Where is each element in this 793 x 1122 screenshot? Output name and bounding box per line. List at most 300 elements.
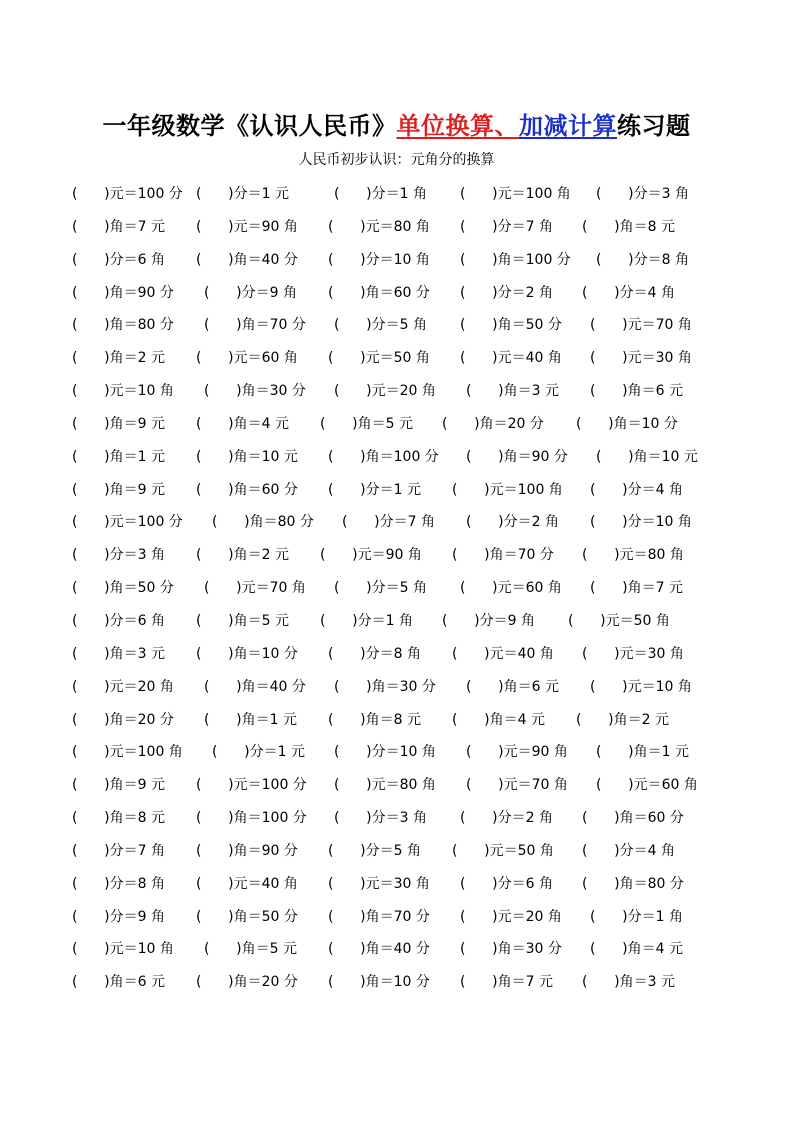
conversion-equation: 角＝20 分 (479, 415, 544, 432)
conversion-equation: 元＝70 角 (241, 580, 306, 597)
exercise-item (582, 279, 675, 307)
answer-blank[interactable]: ( ) (582, 810, 620, 827)
answer-blank[interactable]: ( ) (460, 875, 498, 892)
answer-blank[interactable]: ( ) (328, 284, 366, 301)
exercise-item (204, 935, 297, 963)
answer-blank[interactable]: ( ) (320, 547, 358, 564)
answer-blank[interactable]: ( ) (72, 974, 110, 991)
exercise-row (0, 508, 793, 541)
exercise-item (334, 311, 427, 339)
answer-blank[interactable]: ( ) (466, 383, 504, 400)
answer-blank[interactable]: ( ) (328, 350, 366, 367)
exercise-item (72, 541, 165, 569)
exercise-item (72, 180, 183, 208)
conversion-equation: 元＝90 角 (357, 547, 422, 564)
answer-blank[interactable]: ( ) (72, 514, 110, 531)
answer-blank[interactable]: ( ) (596, 777, 634, 794)
answer-blank[interactable]: ( ) (590, 514, 628, 531)
title-part-black: 一年级数学《认识人民币》 (102, 112, 397, 140)
exercise-item (320, 541, 422, 569)
answer-blank[interactable]: ( ) (320, 415, 358, 432)
exercise-item (334, 804, 427, 832)
title-part-black-end: 练习题 (617, 112, 691, 140)
conversion-equation: 分＝2 角 (497, 810, 553, 827)
exercise-item (72, 344, 165, 372)
exercise-item (452, 706, 545, 734)
answer-blank[interactable]: ( ) (460, 317, 498, 334)
exercise-item (196, 344, 298, 372)
exercise-row (0, 870, 793, 903)
conversion-equation: 角＝60 分 (619, 810, 684, 827)
exercise-item (72, 738, 183, 766)
answer-blank[interactable]: ( ) (72, 645, 110, 662)
answer-blank[interactable]: ( ) (582, 218, 620, 235)
answer-blank[interactable]: ( ) (334, 678, 372, 695)
answer-blank[interactable]: ( ) (196, 218, 234, 235)
exercise-item (334, 574, 427, 602)
conversion-equation: 角＝5 元 (233, 612, 289, 629)
conversion-equation: 元＝40 角 (489, 645, 554, 662)
exercise-item (72, 968, 165, 996)
answer-blank[interactable]: ( ) (72, 186, 110, 202)
conversion-equation: 元＝50 角 (489, 842, 554, 859)
exercise-row (0, 771, 793, 804)
answer-blank[interactable]: ( ) (590, 941, 628, 958)
exercise-item (568, 607, 670, 635)
conversion-equation: 角＝50 分 (109, 580, 174, 597)
exercise-item (72, 213, 165, 241)
answer-blank[interactable]: ( ) (72, 875, 110, 892)
answer-blank[interactable]: ( ) (582, 547, 620, 564)
exercise-item (212, 508, 314, 536)
answer-blank[interactable]: ( ) (452, 842, 490, 859)
exercise-item (72, 476, 165, 504)
answer-blank[interactable]: ( ) (72, 612, 110, 629)
conversion-equation: 角＝3 元 (619, 974, 675, 991)
conversion-equation: 角＝90 分 (109, 284, 174, 301)
answer-blank[interactable]: ( ) (72, 448, 110, 465)
answer-blank[interactable]: ( ) (466, 777, 504, 794)
answer-blank[interactable]: ( ) (452, 711, 490, 728)
answer-blank[interactable]: ( ) (196, 974, 234, 991)
answer-blank[interactable]: ( ) (72, 481, 110, 498)
exercise-item (576, 410, 678, 438)
conversion-equation: 角＝5 元 (357, 415, 413, 432)
conversion-equation: 元＝100 分 (233, 777, 307, 794)
conversion-equation: 分＝9 角 (479, 612, 535, 629)
answer-blank[interactable]: ( ) (196, 645, 234, 662)
answer-blank[interactable]: ( ) (442, 415, 480, 432)
exercise-item (72, 607, 165, 635)
answer-blank[interactable]: ( ) (196, 777, 234, 794)
answer-blank[interactable]: ( ) (590, 383, 628, 400)
exercise-row (0, 738, 793, 771)
answer-blank[interactable]: ( ) (334, 810, 372, 827)
answer-blank[interactable]: ( ) (320, 612, 358, 629)
conversion-equation: 元＝80 角 (371, 777, 436, 794)
exercise-item (320, 607, 413, 635)
exercise-item (590, 344, 692, 372)
exercise-item (328, 279, 430, 307)
exercise-item (72, 508, 183, 536)
exercise-item (72, 837, 165, 865)
answer-blank[interactable]: ( ) (212, 744, 250, 761)
exercise-row (0, 476, 793, 509)
answer-blank[interactable]: ( ) (576, 711, 614, 728)
exercise-item (196, 640, 298, 668)
conversion-equation: 角＝5 元 (241, 941, 297, 958)
conversion-equation: 角＝10 分 (365, 974, 430, 991)
exercise-item (204, 574, 306, 602)
exercise-item (328, 706, 421, 734)
conversion-equation: 角＝3 元 (109, 645, 165, 662)
answer-blank[interactable]: ( ) (460, 251, 498, 268)
exercise-item (196, 541, 289, 569)
answer-blank[interactable]: ( ) (460, 186, 498, 202)
exercise-item (466, 443, 568, 471)
conversion-equation: 角＝7 元 (627, 580, 683, 597)
answer-blank[interactable]: ( ) (196, 547, 234, 564)
exercise-item (196, 903, 298, 931)
conversion-equation: 角＝9 元 (109, 415, 165, 432)
exercise-item (196, 443, 298, 471)
answer-blank[interactable]: ( ) (72, 383, 110, 400)
answer-blank[interactable]: ( ) (460, 974, 498, 991)
exercise-item (72, 771, 165, 799)
exercise-item (72, 903, 165, 931)
conversion-equation: 角＝10 分 (613, 415, 678, 432)
exercise-item (196, 213, 298, 241)
conversion-equation: 角＝40 分 (233, 251, 298, 268)
conversion-equation: 元＝90 角 (503, 744, 568, 761)
exercise-item (72, 574, 174, 602)
title-part-blue: 加减计算 (519, 112, 617, 140)
conversion-equation: 角＝30 分 (371, 678, 436, 695)
exercise-item (196, 246, 298, 274)
exercise-item (582, 541, 684, 569)
conversion-equation: 角＝6 元 (627, 383, 683, 400)
answer-blank[interactable]: ( ) (342, 514, 380, 531)
exercise-item (212, 738, 305, 766)
exercise-item (204, 673, 306, 701)
exercise-item (596, 738, 689, 766)
answer-blank[interactable]: ( ) (72, 941, 110, 958)
conversion-equation: 元＝10 角 (109, 383, 174, 400)
conversion-equation: 分＝8 角 (365, 645, 421, 662)
conversion-equation: 分＝8 角 (633, 251, 689, 268)
exercise-item (452, 476, 563, 504)
conversion-equation: 分＝6 角 (497, 875, 553, 892)
answer-blank[interactable]: ( ) (72, 251, 110, 268)
answer-blank[interactable]: ( ) (460, 284, 498, 301)
exercise-item (466, 508, 559, 536)
answer-blank[interactable]: ( ) (582, 842, 620, 859)
answer-blank[interactable]: ( ) (334, 186, 372, 202)
answer-blank[interactable]: ( ) (196, 842, 234, 859)
answer-blank[interactable]: ( ) (196, 481, 234, 498)
exercise-row (0, 344, 793, 377)
answer-blank[interactable]: ( ) (72, 711, 110, 728)
conversion-equation: 分＝10 角 (365, 251, 430, 268)
exercise-item (460, 246, 571, 274)
conversion-equation: 分＝1 角 (357, 612, 413, 629)
exercise-item (196, 870, 298, 898)
exercise-item (582, 804, 684, 832)
conversion-equation: 角＝1 元 (109, 448, 165, 465)
answer-blank[interactable]: ( ) (466, 448, 504, 465)
conversion-equation: 元＝90 角 (233, 218, 298, 235)
exercise-item (196, 607, 289, 635)
answer-blank[interactable]: ( ) (596, 744, 634, 761)
answer-blank[interactable]: ( ) (460, 218, 498, 235)
answer-blank[interactable]: ( ) (72, 908, 110, 925)
answer-blank[interactable]: ( ) (582, 875, 620, 892)
conversion-equation: 元＝70 角 (503, 777, 568, 794)
answer-blank[interactable]: ( ) (460, 941, 498, 958)
answer-blank[interactable]: ( ) (460, 810, 498, 827)
answer-blank[interactable]: ( ) (596, 251, 634, 268)
exercise-item (596, 246, 689, 274)
title-part-red: 单位换算、 (396, 112, 519, 140)
answer-blank[interactable]: ( ) (328, 842, 366, 859)
answer-blank[interactable]: ( ) (72, 415, 110, 432)
conversion-equation: 角＝7 元 (109, 218, 165, 235)
exercise-item (328, 246, 430, 274)
page-title (0, 108, 793, 144)
answer-blank[interactable]: ( ) (72, 678, 110, 695)
conversion-equation: 分＝7 角 (109, 842, 165, 859)
exercise-item (442, 410, 544, 438)
answer-blank[interactable]: ( ) (466, 514, 504, 531)
exercise-item (72, 935, 174, 963)
exercise-item (590, 377, 683, 405)
conversion-equation: 角＝30 分 (241, 383, 306, 400)
answer-blank[interactable]: ( ) (596, 448, 634, 465)
exercise-item (328, 476, 421, 504)
conversion-equation: 分＝9 角 (241, 284, 297, 301)
exercise-row (0, 968, 793, 1001)
answer-blank[interactable]: ( ) (460, 908, 498, 925)
conversion-equation: 元＝40 角 (497, 350, 562, 367)
conversion-equation: 角＝4 元 (489, 711, 545, 728)
answer-blank[interactable]: ( ) (196, 612, 234, 629)
exercise-item (460, 574, 562, 602)
answer-blank[interactable]: ( ) (328, 481, 366, 498)
exercise-item (72, 443, 165, 471)
conversion-equation: 分＝5 角 (371, 317, 427, 334)
conversion-equation: 角＝50 分 (233, 908, 298, 925)
answer-blank[interactable]: ( ) (334, 383, 372, 400)
answer-blank[interactable]: ( ) (204, 711, 242, 728)
exercise-item (334, 673, 436, 701)
answer-blank[interactable]: ( ) (590, 908, 628, 925)
answer-blank[interactable]: ( ) (196, 186, 234, 202)
answer-blank[interactable]: ( ) (196, 415, 234, 432)
exercise-item (452, 541, 554, 569)
exercise-item (582, 213, 675, 241)
conversion-equation: 角＝1 元 (633, 744, 689, 761)
conversion-equation: 角＝10 元 (233, 448, 298, 465)
conversion-equation: 分＝7 角 (379, 514, 435, 531)
answer-blank[interactable]: ( ) (196, 251, 234, 268)
answer-blank[interactable]: ( ) (204, 678, 242, 695)
conversion-equation: 角＝100 分 (233, 810, 307, 827)
conversion-equation: 分＝3 角 (633, 186, 689, 202)
answer-blank[interactable]: ( ) (72, 580, 110, 597)
conversion-equation: 角＝4 元 (233, 415, 289, 432)
conversion-equation: 分＝4 角 (627, 481, 683, 498)
exercise-item (460, 935, 562, 963)
answer-blank[interactable]: ( ) (72, 284, 110, 301)
conversion-equation: 分＝5 角 (365, 842, 421, 859)
conversion-equation: 元＝100 分 (109, 514, 183, 531)
answer-blank[interactable]: ( ) (72, 350, 110, 367)
answer-blank[interactable]: ( ) (204, 941, 242, 958)
answer-blank[interactable]: ( ) (590, 678, 628, 695)
exercise-row (0, 804, 793, 837)
exercise-row (0, 443, 793, 476)
exercise-item (460, 870, 553, 898)
answer-blank[interactable]: ( ) (590, 580, 628, 597)
conversion-equation: 元＝60 角 (633, 777, 698, 794)
conversion-equation: 分＝7 角 (497, 218, 553, 235)
conversion-equation: 分＝4 角 (619, 842, 675, 859)
conversion-equation: 角＝20 分 (109, 711, 174, 728)
exercise-row (0, 246, 793, 279)
answer-blank[interactable]: ( ) (568, 612, 606, 629)
answer-blank[interactable]: ( ) (452, 481, 490, 498)
conversion-equation: 角＝9 元 (109, 777, 165, 794)
conversion-equation: 角＝2 元 (109, 350, 165, 367)
conversion-equation: 分＝1 元 (365, 481, 421, 498)
answer-blank[interactable]: ( ) (328, 448, 366, 465)
conversion-equation: 元＝50 角 (365, 350, 430, 367)
exercise-item (460, 968, 553, 996)
conversion-equation: 分＝1 角 (371, 186, 427, 202)
exercise-item (204, 311, 306, 339)
conversion-equation: 元＝10 角 (109, 941, 174, 958)
answer-blank[interactable]: ( ) (328, 711, 366, 728)
answer-blank[interactable]: ( ) (328, 941, 366, 958)
answer-blank[interactable]: ( ) (334, 580, 372, 597)
exercise-item (72, 410, 165, 438)
answer-blank[interactable]: ( ) (334, 744, 372, 761)
answer-blank[interactable]: ( ) (576, 415, 614, 432)
answer-blank[interactable]: ( ) (328, 251, 366, 268)
answer-blank[interactable]: ( ) (72, 744, 110, 761)
exercise-item (466, 771, 568, 799)
answer-blank[interactable]: ( ) (328, 974, 366, 991)
conversion-equation: 角＝8 元 (365, 711, 421, 728)
exercise-item (460, 903, 562, 931)
exercise-item (72, 870, 165, 898)
exercise-row (0, 640, 793, 673)
exercise-item (334, 771, 436, 799)
answer-blank[interactable]: ( ) (328, 908, 366, 925)
answer-blank[interactable]: ( ) (442, 612, 480, 629)
answer-blank[interactable]: ( ) (590, 350, 628, 367)
conversion-equation: 角＝8 元 (619, 218, 675, 235)
conversion-equation: 角＝10 分 (233, 645, 298, 662)
exercise-item (328, 935, 430, 963)
answer-blank[interactable]: ( ) (590, 481, 628, 498)
answer-blank[interactable]: ( ) (212, 514, 250, 531)
exercise-row (0, 935, 793, 968)
answer-blank[interactable]: ( ) (196, 448, 234, 465)
exercise-item (466, 377, 559, 405)
exercise-item (196, 837, 298, 865)
exercise-item (460, 213, 553, 241)
exercise-item (590, 673, 692, 701)
answer-blank[interactable]: ( ) (452, 645, 490, 662)
exercise-row (0, 837, 793, 870)
exercise-grid (0, 180, 793, 1001)
exercise-item (596, 443, 698, 471)
answer-blank[interactable]: ( ) (466, 678, 504, 695)
answer-blank[interactable]: ( ) (328, 645, 366, 662)
answer-blank[interactable]: ( ) (72, 777, 110, 794)
conversion-equation: 分＝10 角 (371, 744, 436, 761)
answer-blank[interactable]: ( ) (328, 875, 366, 892)
conversion-equation: 角＝7 元 (497, 974, 553, 991)
answer-blank[interactable]: ( ) (596, 186, 634, 202)
answer-blank[interactable]: ( ) (72, 317, 110, 334)
conversion-equation: 分＝2 角 (497, 284, 553, 301)
exercise-row (0, 410, 793, 443)
answer-blank[interactable]: ( ) (334, 777, 372, 794)
answer-blank[interactable]: ( ) (196, 908, 234, 925)
exercise-item (442, 607, 535, 635)
answer-blank[interactable]: ( ) (582, 974, 620, 991)
answer-blank[interactable]: ( ) (328, 218, 366, 235)
answer-blank[interactable]: ( ) (452, 547, 490, 564)
answer-blank[interactable]: ( ) (196, 875, 234, 892)
answer-blank[interactable]: ( ) (72, 842, 110, 859)
conversion-equation: 角＝1 元 (241, 711, 297, 728)
answer-blank[interactable]: ( ) (590, 317, 628, 334)
answer-blank[interactable]: ( ) (204, 284, 242, 301)
conversion-equation: 元＝100 分 (109, 186, 183, 202)
answer-blank[interactable]: ( ) (72, 810, 110, 827)
exercise-row (0, 607, 793, 640)
answer-blank[interactable]: ( ) (460, 580, 498, 597)
exercise-item (72, 279, 174, 307)
answer-blank[interactable]: ( ) (72, 218, 110, 235)
answer-blank[interactable]: ( ) (334, 317, 372, 334)
exercise-item (320, 410, 413, 438)
conversion-equation: 元＝60 角 (497, 580, 562, 597)
answer-blank[interactable]: ( ) (460, 350, 498, 367)
answer-blank[interactable]: ( ) (204, 383, 242, 400)
conversion-equation: 角＝100 分 (497, 251, 571, 268)
conversion-equation: 角＝20 分 (233, 974, 298, 991)
answer-blank[interactable]: ( ) (204, 317, 242, 334)
answer-blank[interactable]: ( ) (466, 744, 504, 761)
exercise-item (596, 771, 698, 799)
conversion-equation: 角＝2 元 (613, 711, 669, 728)
answer-blank[interactable]: ( ) (196, 350, 234, 367)
answer-blank[interactable]: ( ) (582, 645, 620, 662)
answer-blank[interactable]: ( ) (196, 810, 234, 827)
conversion-equation: 元＝10 角 (627, 678, 692, 695)
answer-blank[interactable]: ( ) (582, 284, 620, 301)
conversion-equation: 角＝9 元 (109, 481, 165, 498)
answer-blank[interactable]: ( ) (72, 547, 110, 564)
conversion-equation: 分＝3 角 (109, 547, 165, 564)
answer-blank[interactable]: ( ) (204, 580, 242, 597)
exercise-item (460, 344, 562, 372)
conversion-equation: 分＝6 角 (109, 612, 165, 629)
